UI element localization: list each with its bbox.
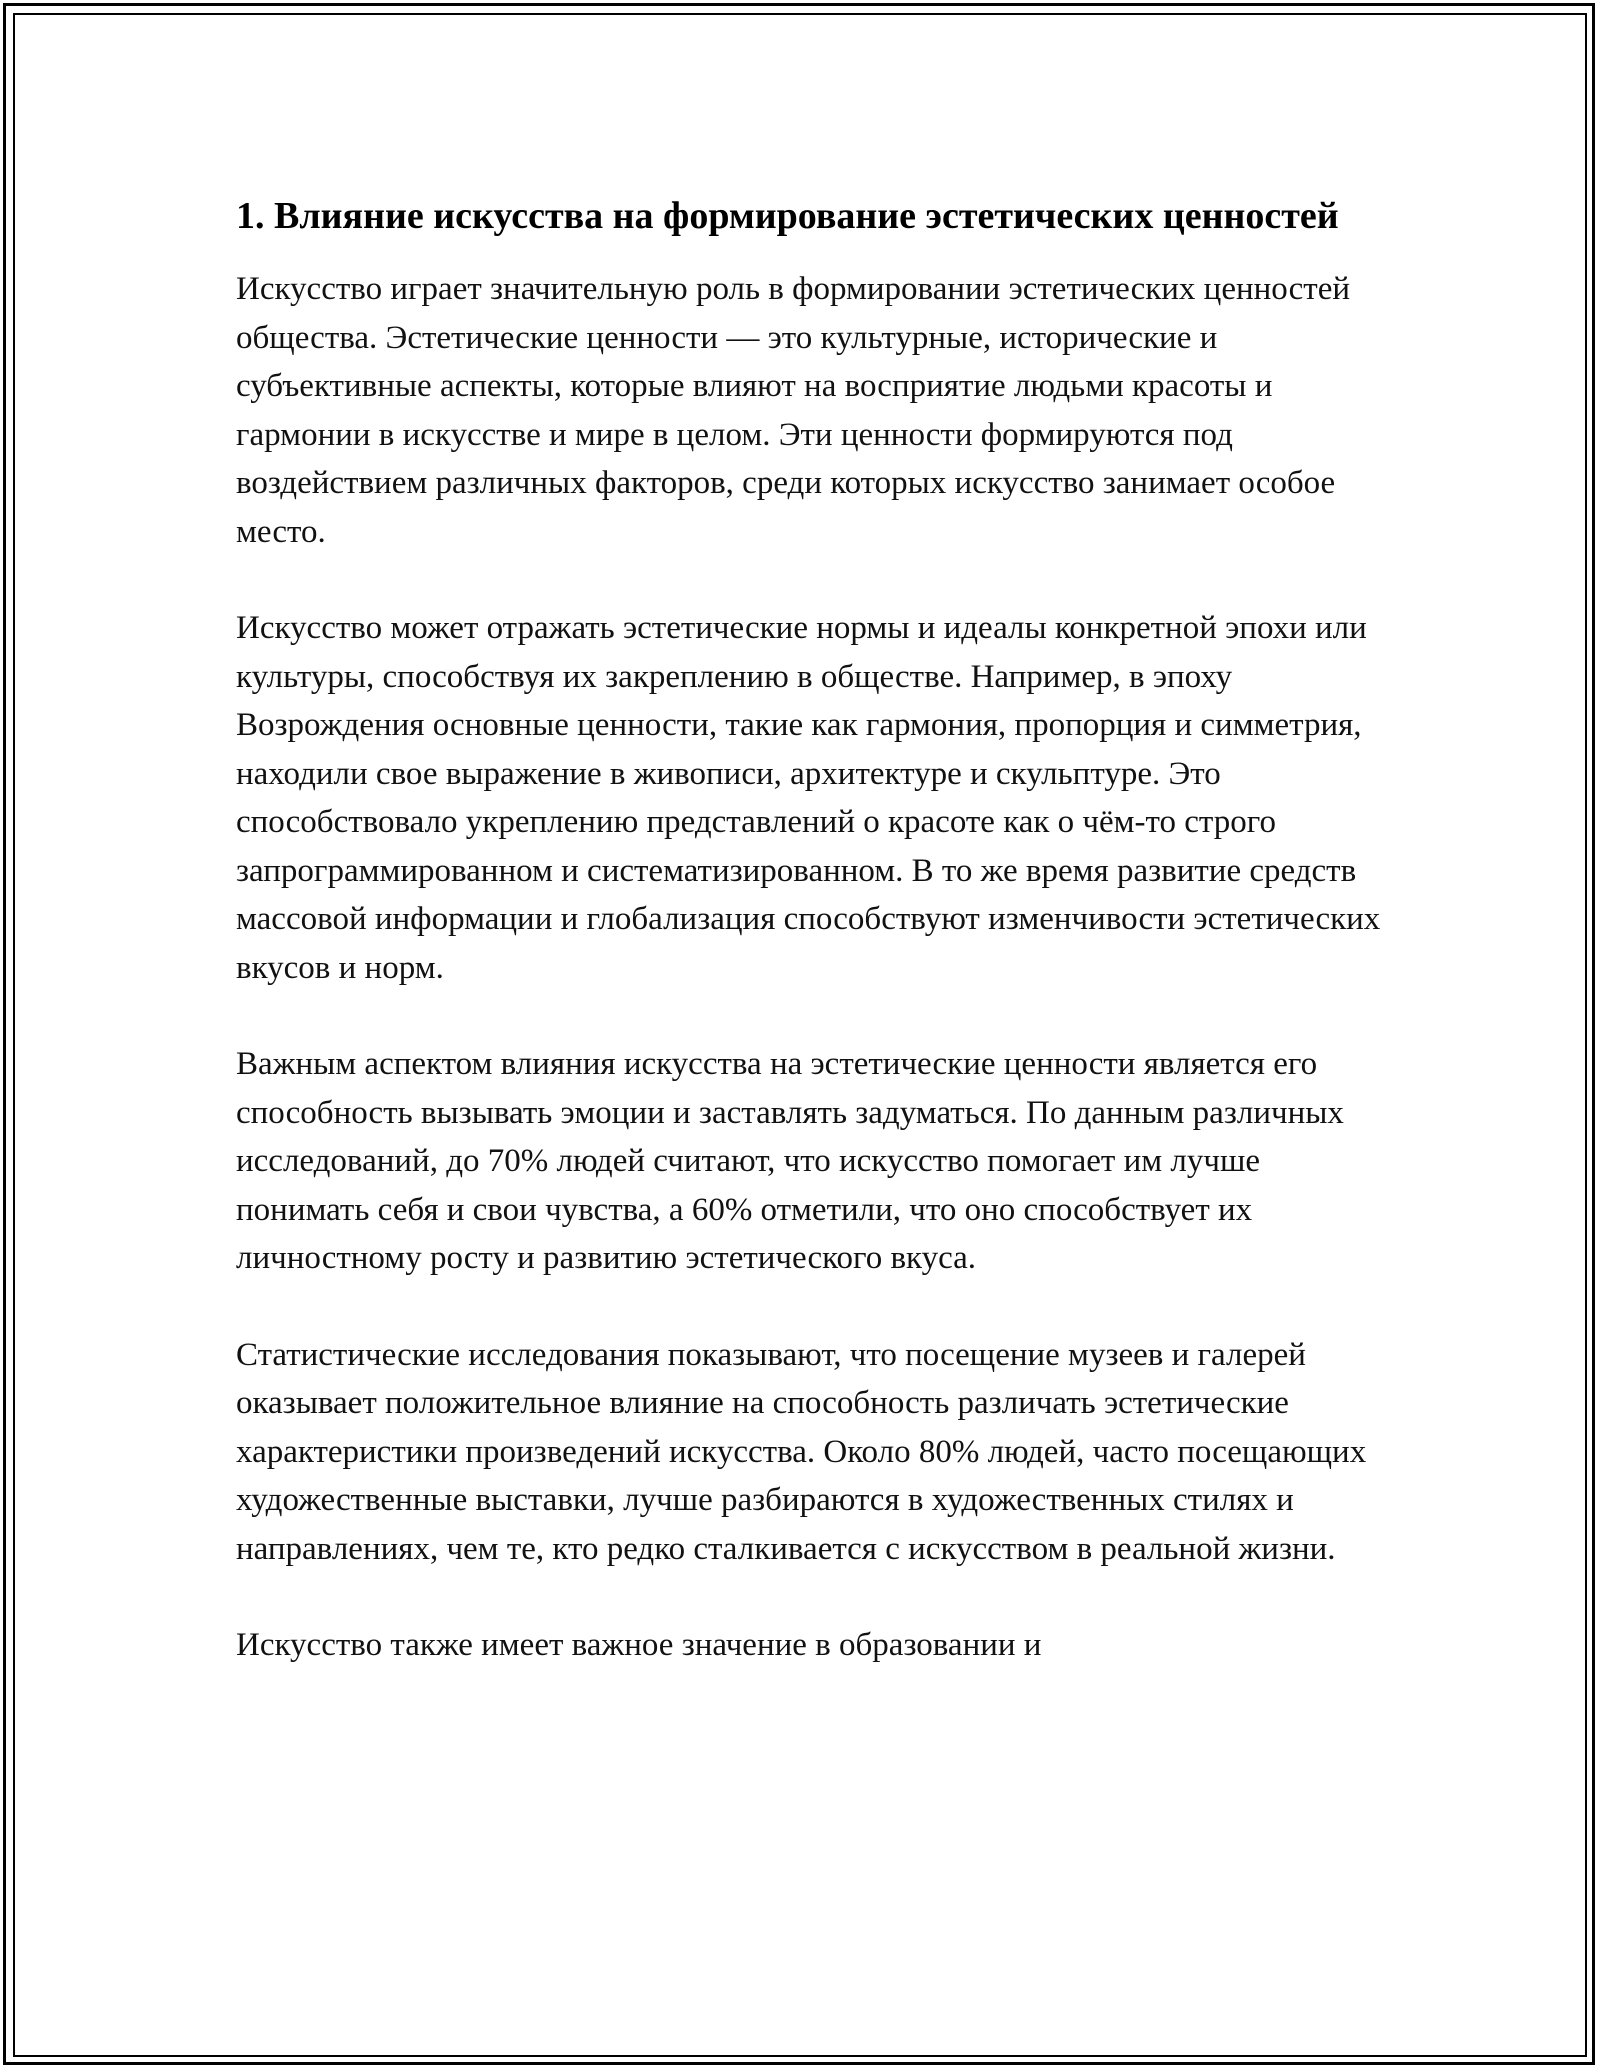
paragraph-3: Важным аспектом влияния искусства на эстетические ценности является его способность вызывать эмоции и заставлять задуматься. По данным различных исследований, до 70% людей считают, что искусство помогает им лучше понимать себя и свои чувства, а 60% отметили, что оно способствует их личностному росту и развитию эстетического вкуса.: [236, 1046, 1344, 1276]
paragraph-5: Искусство также имеет важное значение в образовании и: [236, 1627, 1042, 1663]
paragraph-2: Искусство может отражать эстетические нормы и идеалы конкретной эпохи или культуры, способствуя их закреплению в обществе. Например, в эпоху Возрождения основные ценности, такие как гармония, пропорция и симметрия, находили свое выражение в живописи, архитектуре и скульптуре. Это способствовало укреплению представлений о красоте как о чём-то строго запрограммированном и систематизированном. В то же время развитие средств массовой информации и глобализация способствуют изменчивости эстетических вкусов и норм.: [236, 610, 1381, 986]
paragraph-4: Статистические исследования показывают, что посещение музеев и галерей оказывает положительное влияние на способность различать эстетические характеристики произведений искусства. Около 80% людей, часто посещающих художественные выставки, лучше разбираются в художественных стилях и направлениях, чем те, кто редко сталкивается с искусством в реальной жизни.: [236, 1336, 1367, 1567]
section-title: 1. Влияние искусства на формирование эстетических ценностей: [236, 195, 1339, 237]
paragraph-1: Искусство играет значительную роль в формировании эстетических ценностей общества. Эстетические ценности — это культурные, исторические и субъективные аспекты, которые влияют на восприятие людьми красоты и гармонии в искусстве и мире в целом. Эти ценности формируются под воздействием различных факторов, среди которых искусство занимает особое место.: [236, 271, 1351, 550]
document-body: [236, 188, 1386, 1670]
